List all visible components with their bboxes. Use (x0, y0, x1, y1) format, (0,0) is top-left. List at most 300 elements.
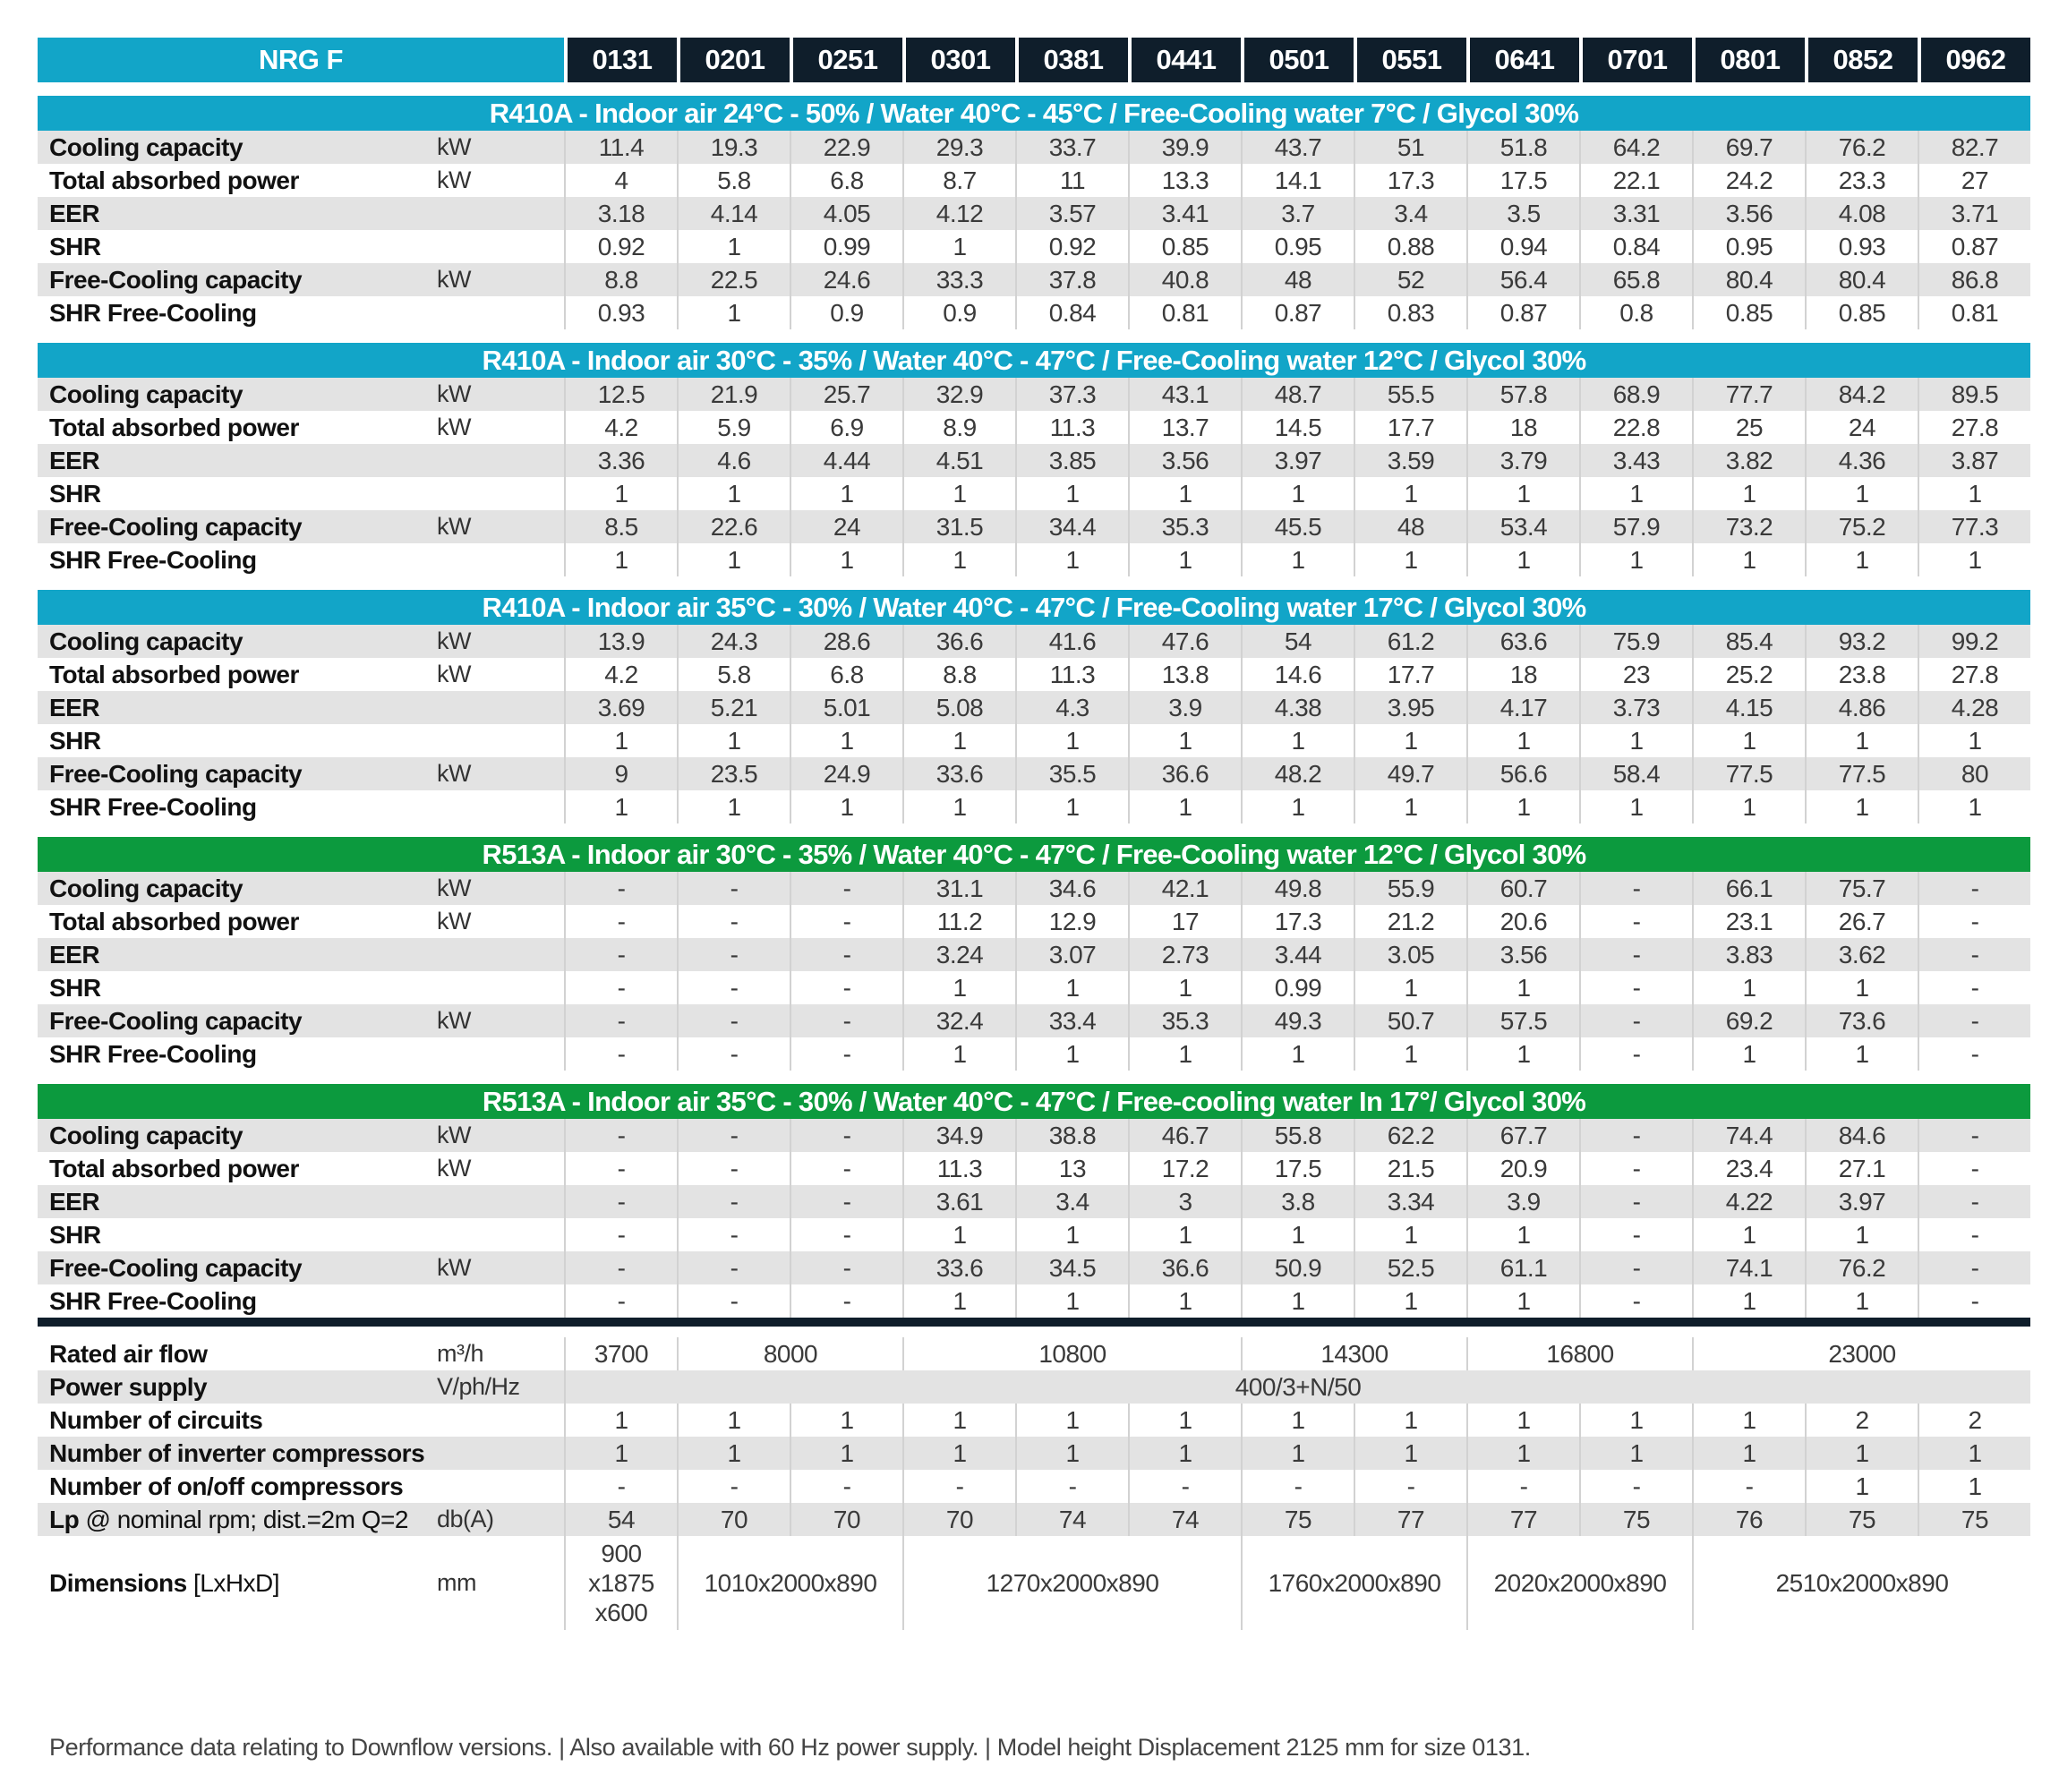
label-bold: Dimensions (49, 1569, 187, 1597)
label-rest: [LxHxD] (186, 1569, 280, 1597)
value-cell: 74.1 (1692, 1251, 1805, 1284)
value-cell: - (677, 1037, 790, 1071)
value-cell: 3.57 (1015, 197, 1128, 230)
value-cell: 0.88 (1354, 230, 1466, 263)
value-cell: 13.7 (1128, 411, 1241, 444)
row-label: Rated air flow (49, 1340, 208, 1368)
value-cell: 27.8 (1918, 658, 2030, 691)
value-cell: 38.8 (1015, 1119, 1128, 1152)
value-cell: 84.6 (1805, 1119, 1918, 1152)
section-title: R513A - Indoor air 35°C - 30% / Water 40°C - 47°C / Free-cooling water In 17°/ Glycol 30% (38, 1084, 2030, 1119)
row-unit (437, 1404, 564, 1437)
value-cell: 1 (1466, 1284, 1579, 1318)
value-cell: 2.73 (1128, 938, 1241, 971)
table-row (38, 757, 2030, 790)
value-cell: 1 (677, 230, 790, 263)
value-cell: 3.82 (1692, 444, 1805, 477)
value-cell: 1 (677, 1437, 790, 1470)
value-cell: 13.8 (1128, 658, 1241, 691)
value-cell: 80 (1918, 757, 2030, 790)
table-row (38, 1503, 2030, 1536)
value-cell: 1 (1241, 543, 1354, 576)
row-label: Total absorbed power (49, 166, 299, 194)
table-row (38, 411, 2030, 444)
value-cell: 8.9 (902, 411, 1015, 444)
spacer (38, 1327, 2030, 1337)
value-cell: 1270x2000x890 (902, 1536, 1241, 1630)
value-cell: 4.2 (564, 411, 677, 444)
value-cell: - (1579, 1284, 1692, 1318)
value-cell: 1 (1241, 1284, 1354, 1318)
value-cell: 0.85 (1805, 296, 1918, 329)
value-cell: 1 (1128, 1037, 1241, 1071)
row-label: Total absorbed power (49, 1155, 299, 1182)
value-cell: 1760x2000x890 (1241, 1536, 1466, 1630)
row-unit (437, 1470, 564, 1503)
value-cell: 3.34 (1354, 1185, 1466, 1218)
model-header-0551: 0551 (1354, 38, 1466, 82)
value-cell: 3.07 (1015, 938, 1128, 971)
value-cell: 1 (1241, 1218, 1354, 1251)
label-bold: Lp (49, 1506, 80, 1533)
value-cell: 1 (902, 1404, 1015, 1437)
value-cell: 1 (1692, 1037, 1805, 1071)
value-cell: 3.18 (564, 197, 677, 230)
value-cell: 40.8 (1128, 263, 1241, 296)
value-cell: - (564, 1218, 677, 1251)
value-cell: 3.79 (1466, 444, 1579, 477)
value-cell: 1 (1805, 1470, 1918, 1503)
value-cell: 64.2 (1579, 131, 1692, 164)
value-cell: 3.56 (1128, 444, 1241, 477)
table-row (38, 1004, 2030, 1037)
value-cell: 1 (902, 1284, 1015, 1318)
value-cell: 25 (1692, 411, 1805, 444)
value-cell: 76.2 (1805, 131, 1918, 164)
value-cell: 17 (1128, 905, 1241, 938)
spacer-cell (38, 1327, 2030, 1337)
row-label: SHR (49, 974, 101, 1002)
row-unit (437, 1437, 564, 1470)
value-cell: 70 (902, 1503, 1015, 1536)
value-cell: 51.8 (1466, 131, 1579, 164)
value-cell: 1 (1241, 1037, 1354, 1071)
value-cell: 1 (1241, 790, 1354, 823)
value-cell: 63.6 (1466, 625, 1579, 658)
value-cell: - (790, 1470, 902, 1503)
row-label: Free-Cooling capacity (38, 757, 437, 790)
value-cell: 5.01 (790, 691, 902, 724)
value-cell: 52 (1354, 263, 1466, 296)
value-cell: - (790, 1037, 902, 1071)
value-cell: - (564, 1284, 677, 1318)
row-unit: kW (437, 872, 564, 905)
value-cell: 4 (564, 164, 677, 197)
row-label: SHR Free-Cooling (49, 1040, 257, 1068)
value-cell: 49.8 (1241, 872, 1354, 905)
section-header (38, 837, 2030, 872)
value-cell: 1 (1692, 1404, 1805, 1437)
value-cell: 4.14 (677, 197, 790, 230)
value-cell: 1 (1466, 1404, 1579, 1437)
value-cell: - (1579, 971, 1692, 1004)
row-label: SHR Free-Cooling (49, 793, 257, 821)
table-row (38, 1185, 2030, 1218)
value-cell: 25.2 (1692, 658, 1805, 691)
value-cell: - (564, 1119, 677, 1152)
value-cell: 36.6 (1128, 1251, 1241, 1284)
value-cell: - (790, 1251, 902, 1284)
value-cell: 42.1 (1128, 872, 1241, 905)
value-cell: 33.3 (902, 263, 1015, 296)
value-cell: 17.2 (1128, 1152, 1241, 1185)
value-cell: 25.7 (790, 378, 902, 411)
value-cell: 86.8 (1918, 263, 2030, 296)
value-cell: 11 (1015, 164, 1128, 197)
value-cell: 3.62 (1805, 938, 1918, 971)
value-cell: 8.8 (902, 658, 1015, 691)
value-cell: 3.61 (902, 1185, 1015, 1218)
value-cell: 1 (902, 1037, 1015, 1071)
value-cell: 4.22 (1692, 1185, 1805, 1218)
value-cell: - (1918, 1152, 2030, 1185)
value-cell: 3.56 (1692, 197, 1805, 230)
value-cell: - (790, 938, 902, 971)
value-cell: 1 (677, 296, 790, 329)
value-cell: 43.1 (1128, 378, 1241, 411)
value-cell: - (790, 905, 902, 938)
value-cell: - (677, 1470, 790, 1503)
value-cell: 35.5 (1015, 757, 1128, 790)
value-cell: - (1354, 1470, 1466, 1503)
value-cell: 3.83 (1692, 938, 1805, 971)
model-header-0962: 0962 (1918, 38, 2030, 82)
row-unit: kW (437, 131, 564, 164)
row-label: Cooling capacity (38, 378, 437, 411)
value-cell: 1 (902, 230, 1015, 263)
value-cell: 1 (1354, 1218, 1466, 1251)
value-cell: - (677, 905, 790, 938)
value-cell: - (1918, 1218, 2030, 1251)
row-label: Number of on/off compressors (49, 1472, 404, 1500)
value-cell: 17.7 (1354, 658, 1466, 691)
table-row (38, 938, 2030, 971)
row-unit (437, 691, 564, 724)
value-cell: - (790, 872, 902, 905)
value-cell: 1 (1241, 477, 1354, 510)
value-cell: 4.05 (790, 197, 902, 230)
value-cell: 93.2 (1805, 625, 1918, 658)
value-cell: - (564, 905, 677, 938)
value-cell: 1 (1918, 724, 2030, 757)
value-cell: 33.6 (902, 1251, 1015, 1284)
header-row (38, 38, 2030, 82)
value-cell: 65.8 (1579, 263, 1692, 296)
value-cell: 11.3 (1015, 658, 1128, 691)
value-cell: 3.85 (1015, 444, 1128, 477)
value-cell: 1 (1015, 543, 1128, 576)
value-cell: 1 (677, 477, 790, 510)
value-cell: - (677, 1218, 790, 1251)
value-cell: 46.7 (1128, 1119, 1241, 1152)
value-cell: 1 (1918, 543, 2030, 576)
value-cell (564, 1536, 677, 1630)
value-cell: 1 (1015, 1284, 1128, 1318)
value-cell: 1 (1579, 477, 1692, 510)
value-cell: 1 (790, 1437, 902, 1470)
table-row (38, 1337, 2030, 1370)
table-row (38, 1119, 2030, 1152)
value-cell: 60.7 (1466, 872, 1579, 905)
value-cell: 1 (1354, 724, 1466, 757)
row-label: SHR Free-Cooling (49, 1287, 257, 1315)
value-cell: - (564, 1185, 677, 1218)
row-label (38, 1503, 437, 1536)
value-cell: 1 (1692, 543, 1805, 576)
value-cell: 1 (1354, 1037, 1466, 1071)
value-cell: 400/3+N/50 (564, 1370, 2030, 1404)
value-cell: 0.95 (1692, 230, 1805, 263)
value-cell: 13 (1015, 1152, 1128, 1185)
value-cell: 1 (1015, 1437, 1128, 1470)
value-cell: - (1918, 1004, 2030, 1037)
value-cell: 1 (1354, 1284, 1466, 1318)
table-row (38, 131, 2030, 164)
value-cell: 8.8 (564, 263, 677, 296)
value-cell: 3.9 (1466, 1185, 1579, 1218)
model-header-0131: 0131 (564, 38, 677, 82)
value-cell: 1 (1805, 971, 1918, 1004)
value-cell: 58.4 (1579, 757, 1692, 790)
row-unit (437, 1284, 564, 1318)
row-unit: V/ph/Hz (437, 1370, 564, 1404)
value-cell: 77 (1466, 1503, 1579, 1536)
section-title: R513A - Indoor air 30°C - 35% / Water 40°C - 47°C / Free-Cooling water 12°C / Glycol 30% (38, 837, 2030, 872)
table-row (38, 1536, 2030, 1630)
value-cell: 22.9 (790, 131, 902, 164)
value-cell: 0.93 (1805, 230, 1918, 263)
value-cell: 49.3 (1241, 1004, 1354, 1037)
row-label: EER (38, 691, 437, 724)
model-header-0852: 0852 (1805, 38, 1918, 82)
value-cell: - (1466, 1470, 1579, 1503)
value-cell: 18 (1466, 411, 1579, 444)
model-header-0251: 0251 (790, 38, 902, 82)
value-cell: 0.84 (1015, 296, 1128, 329)
value-cell: 39.9 (1128, 131, 1241, 164)
value-cell: 1 (1579, 724, 1692, 757)
value-cell: 0.8 (1579, 296, 1692, 329)
value-cell: 1 (1466, 543, 1579, 576)
value-cell: 3.7 (1241, 197, 1354, 230)
spacer-cell (38, 823, 2030, 837)
value-cell: 1 (1354, 971, 1466, 1004)
value-cell: 75 (1805, 1503, 1918, 1536)
value-cell: 23.1 (1692, 905, 1805, 938)
value-cell: 0.9 (790, 296, 902, 329)
value-cell: 57.8 (1466, 378, 1579, 411)
value-cell: - (677, 1119, 790, 1152)
value-cell: - (790, 1284, 902, 1318)
row-label: Free-Cooling capacity (38, 1251, 437, 1284)
table-row (38, 1152, 2030, 1185)
row-unit: m³/h (437, 1340, 483, 1367)
row-label: Number of inverter compressors (38, 1437, 437, 1470)
row-label: Cooling capacity (38, 131, 437, 164)
value-cell: 1 (1015, 1218, 1128, 1251)
value-cell: 32.9 (902, 378, 1015, 411)
value-cell: 0.85 (1692, 296, 1805, 329)
value-cell: 2 (1805, 1404, 1918, 1437)
value-cell: 14.6 (1241, 658, 1354, 691)
value-cell: - (1579, 1004, 1692, 1037)
spacer (38, 1071, 2030, 1084)
value-cell: 4.12 (902, 197, 1015, 230)
value-cell: - (1579, 1119, 1692, 1152)
value-cell: 3.97 (1241, 444, 1354, 477)
value-cell: - (1241, 1470, 1354, 1503)
value-cell: - (902, 1470, 1015, 1503)
value-cell: 22.5 (677, 263, 790, 296)
spacer (38, 82, 2030, 96)
value-cell: 9 (564, 757, 677, 790)
value-cell: 50.7 (1354, 1004, 1466, 1037)
row-label: SHR (49, 1221, 101, 1249)
row-unit: kW (437, 1004, 564, 1037)
value-cell: 3.97 (1805, 1185, 1918, 1218)
value-cell: 0.99 (1241, 971, 1354, 1004)
value-cell: 1 (1918, 1470, 2030, 1503)
value-cell: 4.6 (677, 444, 790, 477)
value-cell: 1010x2000x890 (677, 1536, 902, 1630)
value-cell: 4.15 (1692, 691, 1805, 724)
value-cell: - (1918, 971, 2030, 1004)
table-row (38, 164, 2030, 197)
value-cell: 1 (564, 543, 677, 576)
spacer (38, 576, 2030, 590)
value-cell: 3.71 (1918, 197, 2030, 230)
value-cell: 0.85 (1128, 230, 1241, 263)
value-cell: 35.3 (1128, 1004, 1241, 1037)
value-cell: 0.92 (564, 230, 677, 263)
row-unit (437, 971, 564, 1004)
value-cell: 24.2 (1692, 164, 1805, 197)
value-cell: 24 (1805, 411, 1918, 444)
value-cell: 4.38 (1241, 691, 1354, 724)
value-cell: 80.4 (1805, 263, 1918, 296)
value-cell: 1 (677, 543, 790, 576)
value-cell: 84.2 (1805, 378, 1918, 411)
value-cell: 45.5 (1241, 510, 1354, 543)
value-cell: 0.94 (1466, 230, 1579, 263)
row-unit: kW (437, 510, 564, 543)
value-cell: 77 (1354, 1503, 1466, 1536)
value-cell: - (564, 872, 677, 905)
value-cell: 1 (1692, 1218, 1805, 1251)
value-cell: 1 (1354, 477, 1466, 510)
value-cell: 48.2 (1241, 757, 1354, 790)
footnote: Performance data relating to Downflow versions. | Also available with 60 Hz power supply. | Model height Displacement 2125 mm for size 0131. (49, 1734, 1531, 1761)
value-cell: 1 (1466, 790, 1579, 823)
value-cell: 4.08 (1805, 197, 1918, 230)
row-label: EER (38, 1185, 437, 1218)
value-cell: 1 (902, 543, 1015, 576)
row-unit (437, 477, 564, 510)
value-cell: 48 (1354, 510, 1466, 543)
value-cell: 23.8 (1805, 658, 1918, 691)
value-cell: 21.2 (1354, 905, 1466, 938)
value-cell: 75 (1918, 1503, 2030, 1536)
value-cell: 21.5 (1354, 1152, 1466, 1185)
value-cell: 3.8 (1241, 1185, 1354, 1218)
value-cell: 77.7 (1692, 378, 1805, 411)
row-unit: kW (437, 263, 564, 296)
value-cell: 61.2 (1354, 625, 1466, 658)
value-cell: 1 (1579, 790, 1692, 823)
value-cell: 61.1 (1466, 1251, 1579, 1284)
divider-cell (38, 1318, 2030, 1327)
value-cell: 34.4 (1015, 510, 1128, 543)
value-cell: 1 (1015, 971, 1128, 1004)
value-cell: - (1579, 1218, 1692, 1251)
value-cell: - (1579, 1470, 1692, 1503)
value-cell: 1 (1692, 1284, 1805, 1318)
row-unit: kW (437, 166, 471, 193)
value-cell: - (790, 1119, 902, 1152)
value-cell: 3.59 (1354, 444, 1466, 477)
value-cell: 3 (1128, 1185, 1241, 1218)
value-cell: 1 (1805, 1218, 1918, 1251)
value-cell: 4.86 (1805, 691, 1918, 724)
value-cell: 17.5 (1466, 164, 1579, 197)
value-cell: 27.8 (1918, 411, 2030, 444)
value-cell: 3.69 (564, 691, 677, 724)
section-title: R410A - Indoor air 30°C - 35% / Water 40°C - 47°C / Free-Cooling water 12°C / Glycol 30% (38, 343, 2030, 378)
value-cell: 1 (1466, 971, 1579, 1004)
value-cell: 1 (1128, 790, 1241, 823)
table-row (38, 1037, 2030, 1071)
value-cell: 3.56 (1466, 938, 1579, 971)
value-cell: 77.5 (1692, 757, 1805, 790)
value-cell: 17.5 (1241, 1152, 1354, 1185)
value-cell: 1 (564, 790, 677, 823)
model-header-0381: 0381 (1015, 38, 1128, 82)
value-cell: - (790, 1152, 902, 1185)
value-cell: 69.2 (1692, 1004, 1805, 1037)
value-cell: 22.8 (1579, 411, 1692, 444)
table-row (38, 625, 2030, 658)
value-cell: 24.3 (677, 625, 790, 658)
dimension-line: 900 (601, 1540, 642, 1567)
value-cell: 14.5 (1241, 411, 1354, 444)
model-header-0201: 0201 (677, 38, 790, 82)
model-family-title: NRG F (38, 38, 564, 82)
value-cell: 1 (902, 477, 1015, 510)
value-cell: 6.9 (790, 411, 902, 444)
model-header-0441: 0441 (1128, 38, 1241, 82)
row-unit (437, 790, 564, 823)
table-row (38, 1470, 2030, 1503)
value-cell: 0.84 (1579, 230, 1692, 263)
value-cell: 76 (1692, 1503, 1805, 1536)
value-cell: - (564, 1037, 677, 1071)
value-cell: 66.1 (1692, 872, 1805, 905)
value-cell: 0.95 (1241, 230, 1354, 263)
value-cell: 1 (1128, 971, 1241, 1004)
row-unit (437, 296, 564, 329)
row-label: SHR Free-Cooling (49, 299, 257, 327)
value-cell: 51 (1354, 131, 1466, 164)
